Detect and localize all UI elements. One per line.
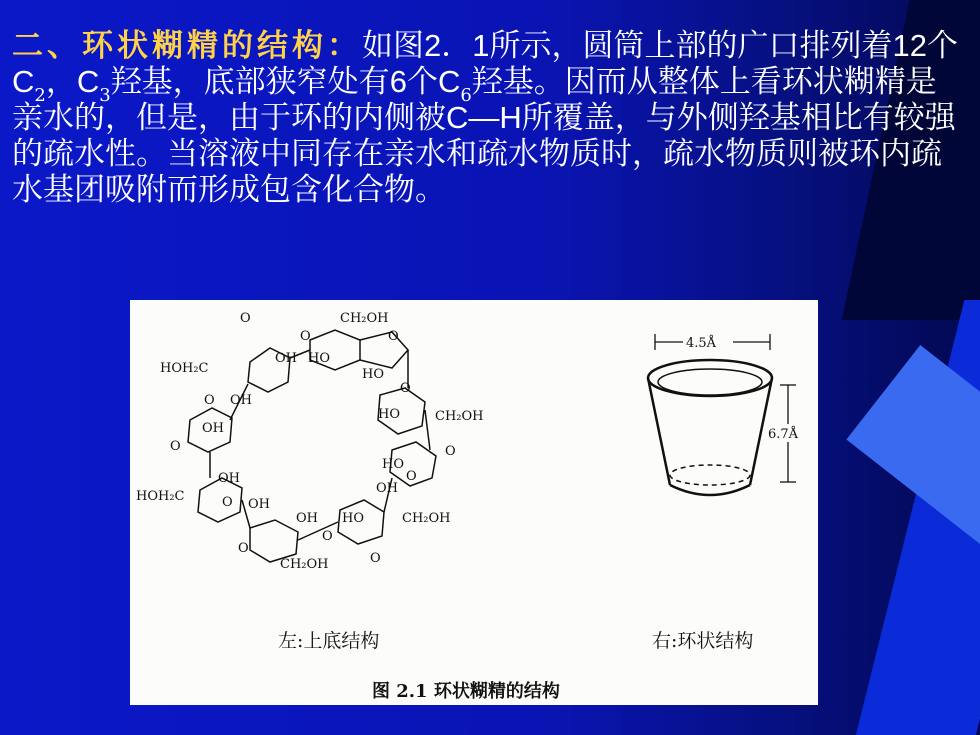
- label-oh-2: OH: [230, 393, 252, 408]
- figure: [130, 300, 818, 705]
- label-ho-4: HO: [382, 457, 404, 472]
- label-oh-4: OH: [218, 471, 240, 486]
- label-o-1: O: [240, 311, 251, 326]
- text-sub-1: 2: [34, 85, 46, 107]
- text-sub-2: 3: [99, 85, 111, 107]
- text-seg-2: 2．1: [424, 28, 490, 63]
- text-seg-15: C—H: [446, 100, 522, 135]
- text-seg-1: 如图: [362, 28, 424, 64]
- label-oh-6: OH: [248, 497, 270, 512]
- cone-structure: [648, 360, 772, 495]
- text-seg-14: 羟基。因而从整体上看环状糊精是亲水的，但是，由于环的内侧被: [12, 64, 937, 136]
- cone-height: 6.7Å: [768, 427, 799, 442]
- label-hoh2c-1: HOH₂C: [160, 361, 209, 376]
- label-o-9: O: [222, 495, 233, 510]
- label-o-6: O: [170, 439, 181, 454]
- label-oh-5: OH: [376, 481, 398, 496]
- figure-caption: 图 2.1 环状糊精的结构: [372, 681, 560, 702]
- label-o-12: O: [370, 551, 381, 566]
- text-seg-5: 12: [892, 28, 927, 63]
- text-seg-11: 6: [389, 64, 407, 99]
- label-o-10: O: [322, 529, 333, 544]
- text-seg-7: C: [12, 64, 35, 99]
- label-hoh2c-2: HOH₂C: [136, 489, 185, 504]
- label-right-structure: 右:环状结构: [652, 630, 754, 652]
- label-ho-2: HO: [362, 367, 384, 382]
- text-seg-6: 个: [926, 28, 958, 64]
- label-ch2oh-3: CH₂OH: [402, 511, 451, 526]
- text-seg-12: 个: [406, 64, 438, 100]
- body-text: [12, 28, 962, 208]
- label-o-7: O: [445, 444, 456, 459]
- label-o-2: O: [300, 329, 311, 344]
- label-oh-7: OH: [296, 511, 318, 526]
- label-o-8: O: [406, 469, 417, 484]
- cone-dimensions: [655, 334, 796, 482]
- label-o-3: O: [388, 329, 399, 344]
- text-sub-3: 6: [460, 85, 472, 107]
- label-ho-5: HO: [342, 511, 364, 526]
- label-ch2oh-4: CH₂OH: [280, 557, 329, 572]
- label-left-structure: 左:上底结构: [278, 630, 380, 652]
- section-heading: 二、环状糊精的结构：: [12, 28, 362, 64]
- label-o-4: O: [400, 381, 411, 396]
- text-seg-13: C: [437, 64, 461, 99]
- text-seg-3: 所示，圆筒上部的广口排列着: [489, 28, 893, 64]
- cone-top-width: 4.5Å: [686, 336, 717, 351]
- label-ho-1: HO: [308, 351, 330, 366]
- text-seg-16: 所覆盖，与外侧羟基相比有较强的疏水性。当溶液中同存在亲水和疏水物质时，疏水物质则被环内疏水基团吸附而形成包含化合物。: [12, 100, 956, 208]
- label-ch2oh-top: CH₂OH: [340, 311, 389, 326]
- text-seg-8: ，: [45, 64, 77, 100]
- label-o-5: O: [204, 393, 215, 408]
- label-o-11: O: [238, 541, 249, 556]
- label-ho-3: HO: [378, 407, 400, 422]
- text-seg-9: C: [76, 64, 100, 99]
- label-ch2oh-2: CH₂OH: [435, 409, 484, 424]
- label-oh-3: OH: [202, 421, 224, 436]
- label-oh-1: OH: [275, 351, 297, 366]
- text-seg-10: 羟基，底部狭窄处有: [110, 64, 390, 100]
